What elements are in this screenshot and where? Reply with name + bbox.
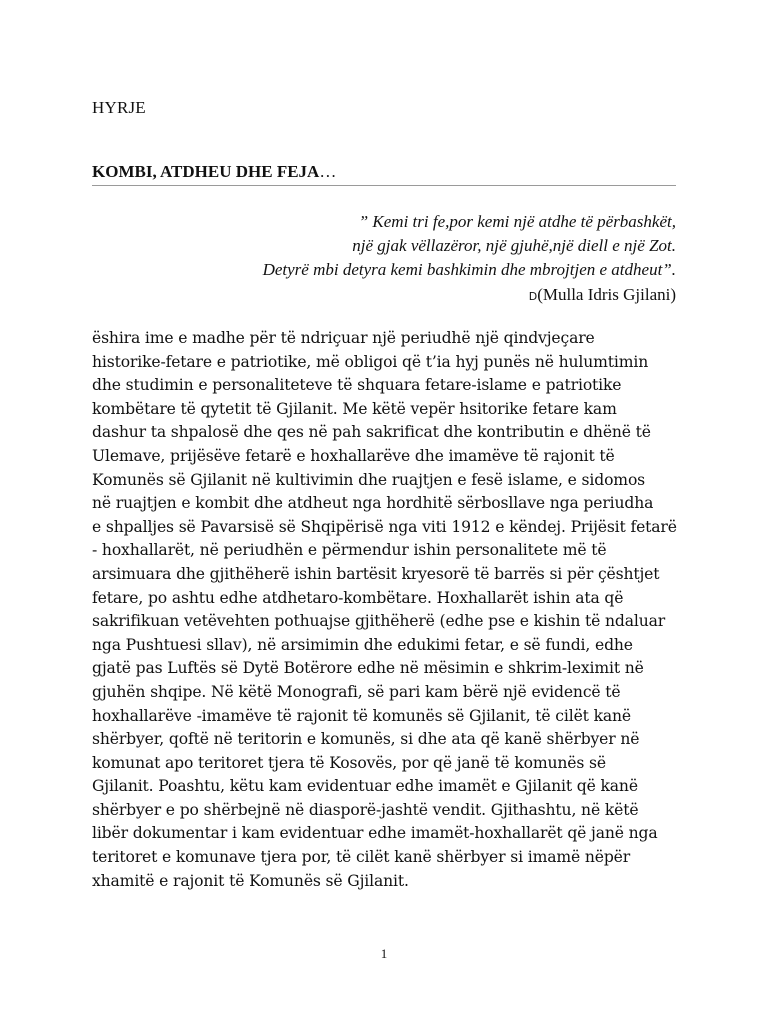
epigraph-attribution <box>529 283 676 309</box>
epigraph-line: një gjak vëllazëror, një gjuhë,një diell e një Zot. <box>352 236 676 255</box>
paragraph-line: komunat apo teritoret tjera të Kosovës, por që janë të komunës së <box>92 753 606 772</box>
paragraph-line: sakrifikuan vetëvehten pothuajse gjithëherë (edhe pse e kishin të ndaluar <box>92 612 666 631</box>
epigraph-line: ” Kemi tri fe,por kemi një atdhe të përbashkët, <box>358 212 676 231</box>
paragraph-line: historike-fetare e patriotike, më obligoi që t’ia hyj punës në hulumtimin <box>92 352 649 371</box>
paragraph-line: hoxhallarëve -imamëve të rajonit të komunës së Gjilanit, të cilët kanë <box>92 706 631 725</box>
chapter-title <box>92 162 676 186</box>
paragraph-line: shërbyer e po shërbejnë në diasporë-jashtë vendit. Gjithashtu, në këtë <box>92 800 639 819</box>
paragraph-line: dhe studimin e personaliteteve të shquara fetare-islame e patriotike <box>92 376 622 395</box>
paragraph-line: kombëtare të qytetit të Gjilanit. Me këtë vepër hsitorike fetare kam <box>92 399 617 418</box>
paragraph-line: nga Pushtuesi sllav), në arsimimin dhe edukimi fetar, e së fundi, edhe <box>92 635 633 654</box>
paragraph-line: në ruajtjen e kombit dhe atdheut nga hordhitë sërbosllave nga periudha <box>92 494 654 513</box>
page-number: 1 <box>380 946 388 961</box>
section-label: HYRJE <box>92 98 146 117</box>
paragraph-line: Komunës së Gjilanit në kultivimin dhe ruajtjen e fesë islame, e sidomos <box>92 470 646 489</box>
paragraph-line: gjatë pas Luftës së Dytë Botërore edhe në mësimin e shkrim-leximit në <box>92 659 644 678</box>
paragraph-line: e shpalljes së Pavarsisë së Shqipërisë nga viti 1912 e këndej. Prijësit fetarë <box>92 517 677 536</box>
paragraph-line: arsimuara dhe gjithëherë ishin bartësit kryesorë të barrës si për çështjet <box>92 564 660 583</box>
epigraph-quote <box>263 210 676 282</box>
paragraph-line: Gjilanit. Poashtu, këtu kam evidentuar edhe imamët e Gjilanit që kanë <box>92 777 638 796</box>
attribution-marker: D <box>528 290 538 303</box>
paragraph-line: shërbyer, qoftë në teritorin e komunës, si dhe ata që kanë shërbyer në <box>92 730 640 749</box>
paragraph-line: teritoret e komunave tjera por, të cilët kanë shërbyer si imamë nëpër <box>92 848 631 867</box>
paragraph-line: gjuhën shqipe. Në këtë Monografi, së pari kam bërë një evidencë të <box>92 682 621 701</box>
chapter-title-text: KOMBI, ATDHEU DHE FEJA <box>92 162 320 181</box>
epigraph-line: Detyrë mbi detyra kemi bashkimin dhe mbrojtjen e atdheut”. <box>262 260 676 279</box>
paragraph-line: fetare, po ashtu edhe atdhetaro-kombëtare. Hoxhallarët ishin ata që <box>92 588 624 607</box>
paragraph-line: libër dokumentar i kam evidentuar edhe imamët-hoxhallarët që janë nga <box>92 824 658 843</box>
attribution-author: (Mulla Idris Gjilani) <box>537 285 676 304</box>
paragraph-line: dashur ta shpalosë dhe qes në pah sakrificat dhe kontributin e dhënë të <box>92 423 651 442</box>
chapter-title-ellipsis: … <box>319 162 337 181</box>
paragraph-line: Ulemave, prijësëve fetarë e hoxhallarëve dhe imamëve të rajonit të <box>92 446 615 465</box>
paragraph-line: xhamitë e rajonit të Komunës së Gjilanit. <box>92 871 409 890</box>
body-paragraph <box>92 327 692 893</box>
paragraph-line: ëshira ime e madhe për të ndriçuar një periudhë një qindvjeçare <box>92 329 595 347</box>
paragraph-line: - hoxhallarët, në periudhën e përmendur ishin personalitete më të <box>92 541 607 560</box>
